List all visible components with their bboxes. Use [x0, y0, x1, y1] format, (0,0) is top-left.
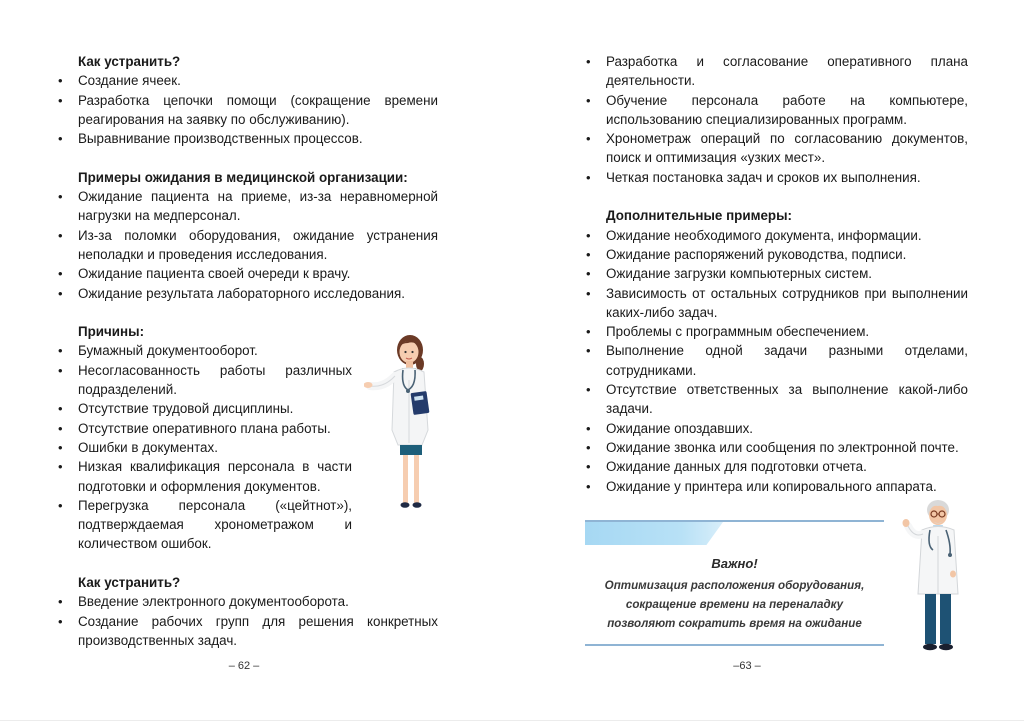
list-item: • Разработка и согласование оперативного плана деятельности. — [586, 54, 968, 89]
list-item: • Введение электронного документооборота. — [56, 592, 438, 611]
list-item: • Проблемы с программным обеспечением. — [584, 322, 968, 341]
male-doctor-icon — [896, 494, 976, 656]
bullet-icon: • — [586, 285, 591, 301]
bullet-icon: • — [58, 92, 63, 108]
section-heading: Дополнительные примеры: — [606, 208, 793, 224]
list-item: • Ожидание у принтера или копировального аппарата. — [584, 477, 968, 496]
bullet-icon: • — [58, 401, 63, 417]
bullet-icon: • — [586, 459, 591, 475]
bullet-icon: • — [58, 439, 63, 455]
list-item: • Выравнивание производственных процессов. — [56, 129, 438, 148]
bullet-icon: • — [586, 343, 591, 359]
bullet-icon: • — [58, 189, 63, 205]
bullet-list — [56, 71, 438, 148]
list-item: • Несогласованность работы различных подразделений. — [58, 362, 352, 398]
bullet-list — [56, 592, 438, 650]
bullet-icon: • — [58, 227, 63, 243]
bullet-icon: • — [586, 131, 591, 147]
list-item: • Низкая квалификация персонала в части подготовки и оформления документов. — [58, 459, 352, 494]
list-item: • Зависимость от остальных сотрудников при выполнении каких-либо задач. — [586, 285, 968, 320]
bullet-icon: • — [586, 324, 591, 340]
bullet-icon: • — [58, 131, 63, 147]
bullet-icon: • — [58, 594, 63, 610]
list-item: • Создание рабочих групп для решения конкретных производственных задач. — [58, 613, 438, 648]
section-heading: Как устранить? — [78, 54, 181, 69]
callout-body — [585, 576, 884, 633]
female-doctor-icon — [364, 330, 444, 516]
callout-line: Оптимизация расположения оборудования, — [604, 579, 865, 592]
bullet-list — [584, 52, 968, 187]
bullet-icon: • — [586, 420, 591, 436]
right-text-column — [584, 52, 968, 496]
bullet-icon: • — [586, 92, 591, 108]
list-item: • Перегрузка персонала («цейтнот»), подтверждаемая хронометражом и количеством ошибок. — [58, 497, 352, 552]
list-item: • Выполнение одной задачи разными отделами, сотрудниками. — [586, 343, 968, 378]
bullet-icon: • — [58, 497, 63, 513]
callout-line: позволяют сократить время на ожидание — [607, 617, 862, 630]
list-item: • Отсутствие оперативного плана работы. — [56, 419, 352, 438]
bullet-icon: • — [586, 54, 591, 69]
bullet-icon: • — [586, 478, 591, 494]
bullet-icon: • — [586, 382, 591, 398]
list-item: • Обучение персонала работе на компьютере, использованию специализированных программ. — [586, 92, 968, 127]
list-item: • Ожидание пациента своей очереди к врачу. — [56, 264, 438, 283]
section-heading: Причины: — [78, 324, 145, 340]
bullet-icon: • — [586, 169, 591, 185]
callout-bottom-rule — [585, 644, 884, 646]
important-callout — [585, 520, 884, 646]
bullet-list — [56, 187, 438, 303]
bullet-list — [584, 226, 968, 496]
page-63 — [512, 0, 1024, 723]
bullet-icon: • — [58, 613, 63, 629]
list-item: • Отсутствие трудовой дисциплины. — [56, 399, 352, 418]
section-heading: Примеры ожидания в медицинской организации: — [78, 169, 408, 185]
bullet-icon: • — [58, 73, 63, 89]
bullet-icon: • — [586, 439, 591, 455]
list-item: • Бумажный документооборот. — [56, 341, 352, 360]
bullet-icon: • — [586, 246, 591, 262]
list-item: • Ожидание опоздавших. — [584, 419, 968, 438]
list-item: • Создание ячеек. — [56, 71, 438, 90]
page-number: –63 – — [733, 660, 761, 672]
list-item: • Из-за поломки оборудования, ожидание устранения неполадки и проведения исследования. — [58, 227, 438, 262]
bullet-icon: • — [586, 227, 591, 243]
list-item: • Ожидание распоряжений руководства, подписи. — [584, 245, 968, 264]
list-item: • Ожидание необходимого документа, информации. — [584, 226, 968, 245]
bullet-icon: • — [58, 266, 63, 282]
bullet-icon: • — [58, 459, 63, 475]
list-item: • Ожидание результата лабораторного исследования. — [56, 284, 438, 303]
list-item: • Ожидание загрузки компьютерных систем. — [584, 264, 968, 283]
bullet-icon: • — [586, 266, 591, 282]
page-number: – 62 – — [228, 660, 260, 672]
list-item: • Ожидание данных для подготовки отчета. — [584, 457, 968, 476]
list-item: • Четкая постановка задач и сроков их выполнения. — [584, 168, 968, 187]
list-item: • Разработка цепочки помощи (сокращение времени реагирования на заявку по обслуживанию). — [58, 92, 438, 127]
callout-top-rule — [585, 520, 884, 522]
list-item: • Ожидание звонка или сообщения по электронной почте. — [584, 438, 968, 457]
callout-title: Важно! — [711, 556, 758, 571]
callout-line: сокращение времени на переналадку — [625, 598, 844, 611]
bullet-icon: • — [58, 420, 63, 436]
bullet-icon: • — [58, 285, 63, 301]
bullet-icon: • — [58, 343, 63, 359]
list-item: • Хронометраж операций по согласованию документов, поиск и оптимизация «узких мест». — [586, 131, 968, 166]
callout-accent-band — [585, 522, 723, 545]
list-item: • Ожидание пациента на приеме, из-за неравномерной нагрузки на медперсонал. — [58, 189, 438, 224]
list-item: • Ошибки в документах. — [56, 438, 352, 457]
list-item: • Отсутствие ответственных за выполнение какой-либо задачи. — [586, 382, 968, 417]
bullet-icon: • — [58, 362, 63, 378]
section-heading: Как устранить? — [78, 575, 181, 591]
